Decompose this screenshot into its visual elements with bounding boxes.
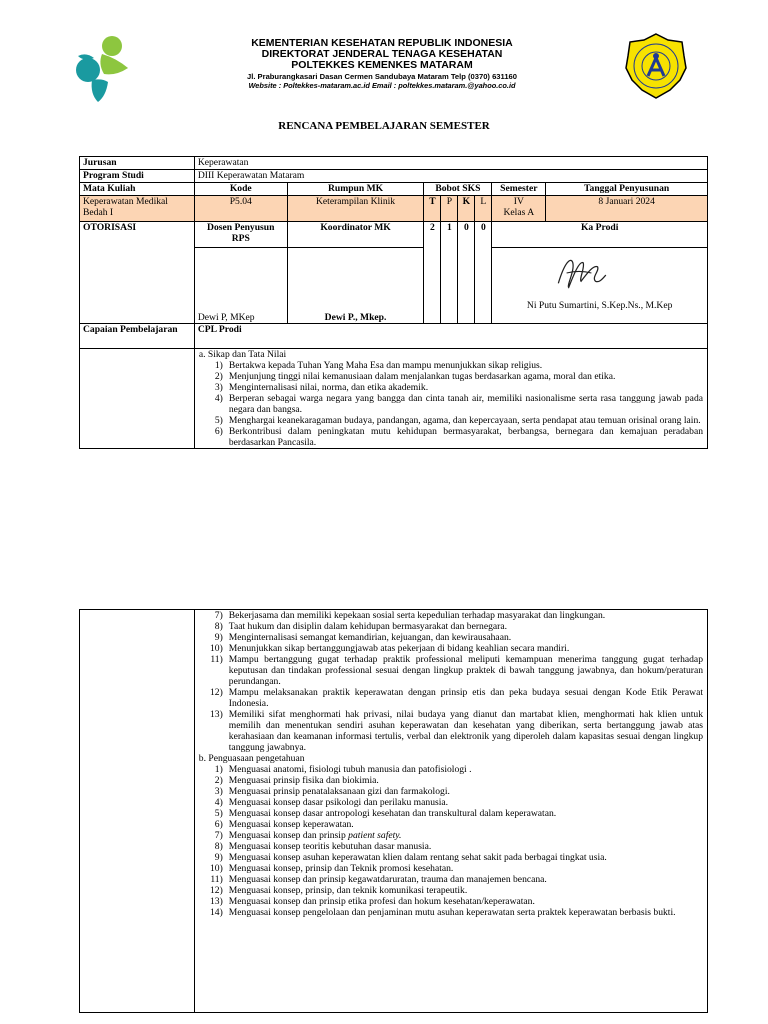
list-item [199,643,703,654]
list-item [199,797,703,808]
list-item [199,415,703,426]
dosen-name: Dewi P, MKep [194,248,287,324]
list-item-number: 5) [214,415,223,426]
list-item-text: Menguasai konsep pengelolaan dan penjaminan mutu asuhan keperawatan serta praktek keperawatan berbasis bukti. [228,907,676,918]
list-item-text: Menunjukkan sikap bertanggungjawab atas pekerjaan di bidang keahlian secara mandiri. [228,643,570,654]
capaian-spacer [80,349,195,449]
header-ministry: KEMENTERIAN KESEHATAN REPUBLIK INDONESIA [251,37,513,49]
list-item-number: 8) [214,621,223,632]
list-item [199,907,703,918]
list-item-text: Menguasai konsep asuhan keperawatan klien dalam rentang sehat sakit pada berbagai tingkat usia. [228,852,607,863]
rumpun-header: Rumpun MK [287,183,424,196]
list-item [199,426,703,448]
list-item-text: Bekerjasama dan memiliki kepekaan sosial serta kepedulian terhadap masyarakat dan lingkungan. [228,610,606,621]
otorisasi-label: OTORISASI [80,222,195,324]
list-item [199,393,703,415]
list-item-number: 6) [214,426,223,437]
list-item-number: 13) [209,709,223,720]
jurusan-value: Keperawatan [194,157,707,170]
institution-header [200,38,564,90]
list-item-number: 9) [214,852,223,863]
kaprodi-signature-cell [492,248,708,324]
sks-k-label: K [458,196,475,222]
dosen-header: Dosen Penyusun RPS [194,222,287,248]
document-title: RENCANA PEMBELAJARAN SEMESTER [278,120,490,132]
list-item-number: 10) [209,863,223,874]
prodi-value: DIII Keperawatan Mataram [194,170,707,183]
list-item [199,885,703,896]
list-item-text: Menghargai keanekaragaman budaya, pandangan, agama, dan kepercayaan, serta pendapat atau temuan orisinal orang lain. [228,415,701,426]
list-item-number: 14) [209,907,223,918]
kaprodi-header: Ka Prodi [492,222,708,248]
rps-cp-table-continued [79,609,708,1013]
list-sikap-2 [199,610,703,753]
italic-term: patient safety. [348,830,402,841]
list-item-text: Menguasai konsep, prinsip dan Teknik promosi kesehatan. [228,863,454,874]
list-item-number: 4) [214,797,223,808]
capaian-spacer-2 [80,610,195,1013]
list-item [199,808,703,819]
list-sikap-1 [199,360,703,448]
list-item-text: Menguasai konsep teoritis kebutuhan dasar manusia. [228,841,432,852]
sks-p-label: P [441,196,458,222]
koordinator-header: Koordinator MK [287,222,424,248]
list-item-text: Bertakwa kepada Tuhan Yang Maha Esa dan mampu menunjukkan sikap religius. [228,360,543,371]
list-item [199,382,703,393]
list-item-number: 10) [209,643,223,654]
sks-l-label: L [475,196,492,222]
kode-value: P5.04 [194,196,287,222]
list-item-text: Menjunjung tinggi nilai kemanusiaan dalam menjalankan tugas berdasarkan agama, moral dan etika. [228,371,616,382]
kemenkes-logo-icon [68,34,134,102]
kaprodi-name: Ni Putu Sumartini, S.Kep.Ns., M.Kep [526,300,673,311]
list-item [199,786,703,797]
list-item-text: Menguasai prinsip fisika dan biokimia. [228,775,379,786]
rps-info-table [79,156,708,449]
mk-value: Keperawatan Medikal Bedah I [80,196,195,222]
list-item-text: Menginternalisasi semangat kemandirian, kejuangan, dan kewirausahaan. [228,632,512,643]
list-item-number: 7) [214,830,223,841]
kelas-value: Kelas A [503,207,535,218]
list-item [199,687,703,709]
list-item-number: 13) [209,896,223,907]
tanggal-value: 8 Januari 2024 [546,196,708,222]
list-item-number: 2) [214,775,223,786]
list-item-number: 2) [214,371,223,382]
list-item [199,621,703,632]
sks-k-value: 0 [458,222,475,324]
list-item [199,360,703,371]
list-item-text: Menguasai konsep dasar psikologi dan perilaku manusia. [228,797,449,808]
list-item [199,610,703,621]
poltekkes-seal-icon [624,32,688,100]
list-item-number: 9) [214,632,223,643]
list-item [199,632,703,643]
capaian-label: Capaian Pembelajaran [80,324,195,349]
semester-value [492,196,546,222]
list-item-text: Menguasai prinsip penatalaksanaan gizi dan farmakologi. [228,786,450,797]
list-item-number: 11) [210,874,223,885]
list-item-text: Menguasai konsep dasar antropologi kesehatan dan transkultural dalam keperawatan. [228,808,557,819]
list-item [199,896,703,907]
list-item-text: Menguasai anatomi, fisiologi tubuh manusia dan patofisiologi . [228,764,472,775]
list-item-text: Menginternalisasi nilai, norma, dan etika akademik. [228,382,429,393]
tanggal-header: Tanggal Penyusunan [546,183,708,196]
list-item [199,841,703,852]
header-address: Jl. Praburangkasari Dasan Cermen Sandubaya Mataram Telp (0370) 631160 [247,72,517,81]
list-item-text: Menguasai konsep keperawatan. [228,819,354,830]
signature-icon [548,252,610,294]
list-item-number: 7) [214,610,223,621]
jurusan-label: Jurusan [80,157,195,170]
section-b-title: b. Penguasaan pengetahuan [198,753,305,764]
cpl-content-1 [194,349,707,449]
list-item-number: 1) [214,360,223,371]
prodi-label: Program Studi [80,170,195,183]
list-item-number: 12) [209,687,223,698]
list-item [199,371,703,382]
sks-l-value: 0 [475,222,492,324]
section-a-title: a. Sikap dan Tata Nilai [198,349,287,360]
cpl-content-2 [194,610,707,1013]
list-item-number: 3) [214,786,223,797]
list-item-number: 6) [214,819,223,830]
list-item-number: 4) [214,393,223,404]
semester-number: IV [513,196,524,207]
list-item-number: 8) [214,841,223,852]
letterhead [0,30,768,110]
list-item [199,852,703,863]
list-item-text: Mampu bertanggung gugat terhadap praktik professional meliputi kemampuan menerima tanggung gugat terhadap keputusan dan tindakan professional sesuai dengan lingkup praktek di bawah tanggung jawabnya, dan hokum/peraturan perundangan. [228,654,703,687]
list-item [199,709,703,753]
list-item-number: 12) [209,885,223,896]
sks-p-value: 1 [441,222,458,324]
sks-t-label: T [424,196,441,222]
header-directorate: DIREKTORAT JENDERAL TENAGA KESEHATAN [261,48,503,60]
list-item [199,775,703,786]
bobot-header: Bobot SKS [424,183,492,196]
semester-header: Semester [492,183,546,196]
list-item [199,819,703,830]
list-item [199,863,703,874]
list-item-number: 5) [214,808,223,819]
list-item [199,874,703,885]
list-item-text: Memiliki sifat menghormati hak privasi, nilai budaya yang dianut dan martabat klien, menghormati hak klien untuk memilih dan menentukan sendiri asuhan keperawatan dan kesehatan yang diberikan, serta bertanggung jawab atas kerahasiaan dan keamanan informasi tertulis, verbal dan elektronik yang diperoleh dalam kapasitas sesuai dengan lingkup tanggung jawabnya. [228,709,703,753]
list-item [199,830,703,841]
header-institution: POLTEKKES KEMENKES MATARAM [291,59,473,71]
list-item-text: Menguasai konsep, prinsip, dan teknik komunikasi terapeutik. [228,885,468,896]
list-item-text: Taat hukum dan disiplin dalam kehidupan bermasyarakat dan bernegara. [228,621,508,632]
list-item-text: Menguasai konsep dan prinsip etika profesi dan hokum kesehatan/keperawatan. [228,896,535,907]
kode-header: Kode [194,183,287,196]
list-item-text: Menguasai konsep dan prinsip kegawatdaruratan, trauma dan manajemen bencana. [228,874,547,885]
list-item-text: Mampu melaksanakan praktik keperawatan dengan prinsip etis dan peka budaya sesuai dengan Kode Etik Perawat Indonesia. [228,687,703,709]
header-website: Website : Poltekkes-mataram.ac.id Email : poltekkes.mataram.@yahoo.co.id [248,81,516,90]
sks-t-value: 2 [424,222,441,324]
cpl-prodi-label: CPL Prodi [194,324,707,349]
list-item-text: Berkontribusi dalam peningkatan mutu kehidupan bermasyarakat, berbangsa, bernegara dan kemajuan peradaban berdasarkan Pancasila. [228,426,703,448]
mk-label: Mata Kuliah [80,183,195,196]
list-item-number: 3) [214,382,223,393]
list-item-number: 1) [214,764,223,775]
list-item-number: 11) [210,654,223,665]
list-item [199,764,703,775]
list-item-text: Menguasai konsep dan prinsip patient safety. [228,830,402,841]
koordinator-name: Dewi P., Mkep. [287,248,424,324]
list-item [199,654,703,687]
list-pengetahuan [199,764,703,918]
rumpun-value: Keterampilan Klinik [287,196,424,222]
list-item-text: Berperan sebagai warga negara yang bangga dan cinta tanah air, memiliki nasionalisme serta rasa tanggung jawab pada negara dan bangsa. [228,393,703,415]
